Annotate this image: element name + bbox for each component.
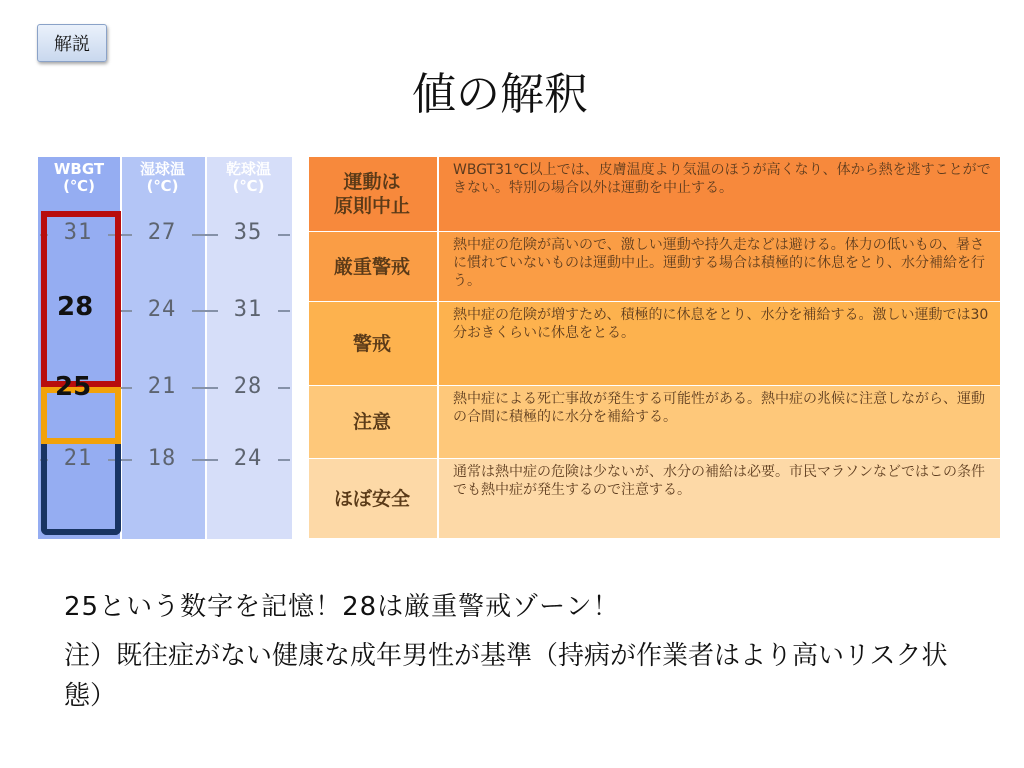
- wbgt-header: WBGT (℃): [53, 160, 105, 195]
- key-point-note: 25という数字を記憶！28は厳重警戒ゾーン！: [64, 592, 620, 622]
- dry-bulb-column: [205, 157, 292, 539]
- level-description: 通常は熱中症の危険は少ないが、水分の補給は必要。市民マラソンなどではこの条件でも熱中症が発生するので注意する。: [437, 459, 1000, 538]
- table-row: [309, 302, 1000, 386]
- level-label: 運動は 原則中止: [333, 171, 410, 217]
- table-row: [309, 232, 1000, 302]
- footnote: 注）既往症がない健康な成年男性が基準（持病が作業者はより高いリスク状態）: [64, 641, 948, 711]
- dry-bulb-header: 乾球温 (℃): [225, 160, 271, 195]
- level-description: 熱中症の危険が増すため、積極的に休息をとり、水分を補給する。激しい運動では30分おきくらいに休息をとる。: [437, 302, 1000, 385]
- level-description: WBGT31℃以上では、皮膚温度より気温のほうが高くなり、体から熱を逃すことができない。特別の場合以外は運動を中止する。: [437, 157, 1000, 231]
- wet-bulb-value: 21: [132, 375, 192, 399]
- marker-28: 28: [57, 292, 94, 322]
- slide-title: 値の解釈: [412, 69, 588, 120]
- wet-bulb-value: 27: [132, 221, 192, 245]
- table-row: [309, 386, 1000, 459]
- wet-bulb-value: 18: [132, 447, 192, 471]
- marker-25: 25: [55, 372, 92, 402]
- level-label: 注意: [352, 411, 391, 433]
- level-label: 厳重警戒: [333, 255, 410, 278]
- wet-bulb-column: [120, 157, 205, 539]
- wbgt-value: 31: [48, 221, 108, 245]
- level-description: 熱中症の危険が高いので、激しい運動や持久走などは避ける。体力の低いもの、暑さに慣れていないものは運動中止。運動する場合は積極的に休息をとり、水分補給を行う。: [437, 232, 1000, 301]
- safe-zone-box: [41, 441, 121, 535]
- level-label: 警戒: [352, 332, 391, 355]
- dry-bulb-value: 35: [218, 221, 278, 245]
- dry-bulb-value: 31: [218, 298, 278, 322]
- table-row: [309, 157, 1000, 232]
- wet-bulb-value: 24: [132, 298, 192, 322]
- dry-bulb-value: 24: [218, 447, 278, 471]
- level-description: 熱中症による死亡事故が発生する可能性がある。熱中症の兆候に注意しながら、運動の合間に積極的に水分を補給する。: [437, 386, 1000, 458]
- level-label: ほぼ安全: [333, 487, 410, 510]
- commentary-tag: 解説: [37, 24, 107, 62]
- table-row: [309, 459, 1000, 539]
- heat-guideline-table: [309, 157, 1000, 539]
- dry-bulb-value: 28: [218, 375, 278, 399]
- wbgt-value: 21: [48, 447, 108, 471]
- wet-bulb-header: 湿球温 (℃): [139, 160, 185, 195]
